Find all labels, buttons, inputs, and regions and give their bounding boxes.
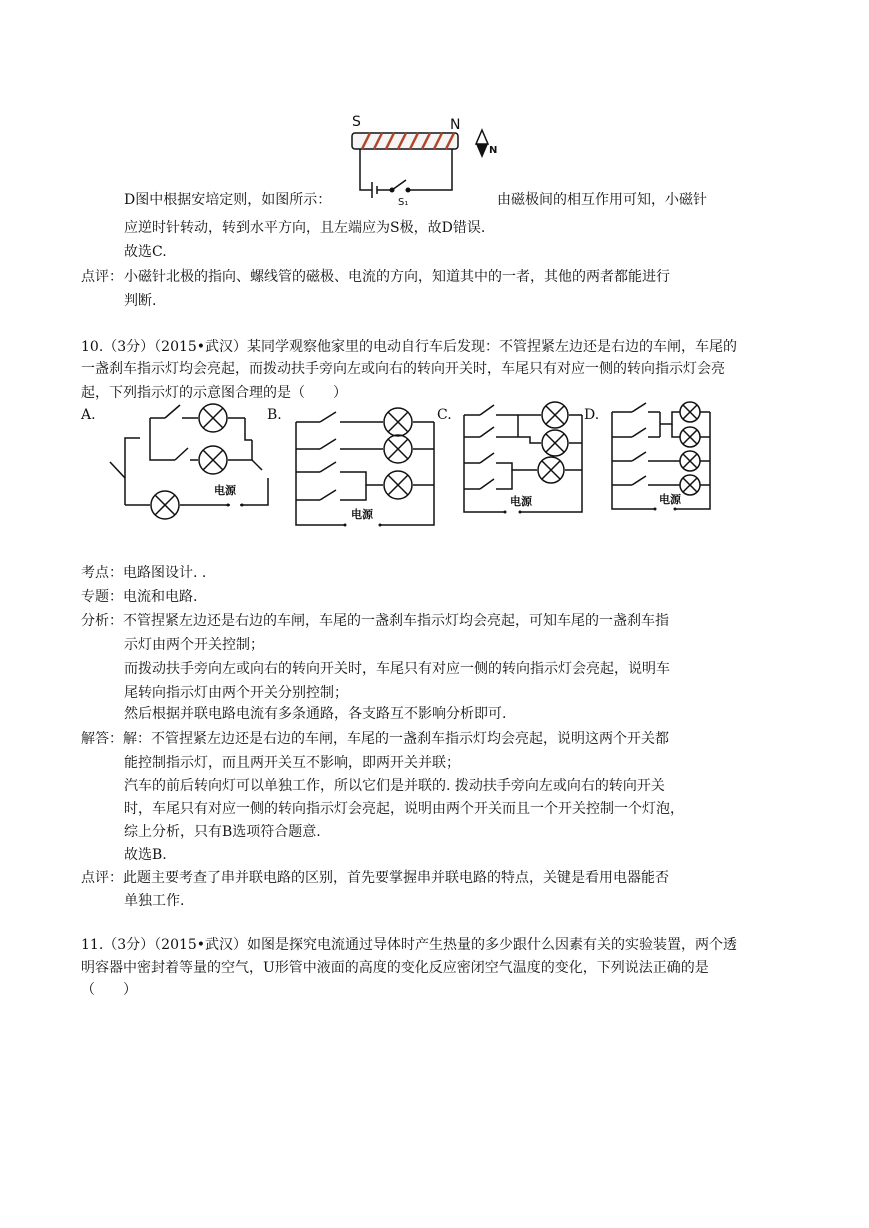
prev-answer: 故选C. bbox=[124, 244, 167, 260]
q10-fenxi-1: 分析：不管捏紧左边还是右边的车闸，车尾的一盏刹车指示灯均会亮起，可知车尾的一盏刹车指 bbox=[81, 613, 669, 629]
q10-dianping-2: 单独工作. bbox=[124, 893, 185, 909]
q10-jieda-3: 汽车的前后转向灯可以单独工作，所以它们是并联的. 拨动扶手旁向左或向右的转向开关 bbox=[124, 778, 665, 794]
pole-n-label: N bbox=[450, 117, 461, 133]
q10-dianping-1: 点评：此题主要考查了串并联电路的区别，首先要掌握串并联电路的特点，关键是看用电器能否 bbox=[81, 870, 669, 886]
q10-jieda-4: 时，车尾只有对应一侧的转向指示灯会亮起，说明由两个开关而且一个开关控制一个灯泡， bbox=[124, 801, 684, 817]
q10-option-a-label: A. bbox=[81, 407, 96, 423]
q10-stem-2: 一盏刹车指示灯均会亮起，而拨动扶手旁向左或向右的转向开关时，车尾只有对应一侧的转向指示灯会亮 bbox=[81, 361, 725, 377]
q10-jieda-2: 能控制指示灯，而且两开关互不影响，即两开关并联； bbox=[124, 755, 460, 771]
prev-comment-1: 小磁针北极的指向、螺线管的磁极、电流的方向，知道其中的一者，其他的两者都能进行 bbox=[124, 269, 670, 285]
prev-comment-label: 点评： bbox=[81, 269, 123, 285]
needle-n-label: N bbox=[489, 145, 498, 156]
power-source-label: 电源 bbox=[351, 508, 373, 521]
q10-stem-3: 起，下列指示灯的示意图合理的是（ ） bbox=[81, 385, 347, 401]
lamp-icon bbox=[680, 451, 700, 471]
power-source-label: 电源 bbox=[510, 495, 532, 508]
q10-option-c-label: C. bbox=[437, 407, 452, 423]
q10-fenxi-4: 尾转向指示灯由两个开关分别控制； bbox=[124, 685, 348, 701]
q10-kaodian: 考点：电路图设计. . bbox=[81, 565, 207, 581]
lamp-icon bbox=[680, 402, 700, 422]
q11-stem-3: （ ） bbox=[81, 982, 137, 998]
q11-stem-2: 明容器中密封着等量的空气，U形管中液面的高度的变化反应密闭空气温度的变化，下列说法正确的是 bbox=[81, 960, 709, 976]
q10-option-b-label: B. bbox=[267, 407, 282, 423]
d-analysis-line1b: 由磁极间的相互作用可知，小磁针 bbox=[497, 192, 707, 208]
q11-stem-1: 11.（3分）（2015•武汉）如图是探究电流通过导体时产生热量的多少跟什么因素有关的实验装置，两个透 bbox=[81, 937, 738, 953]
prev-comment-2: 判断. bbox=[124, 293, 157, 309]
q10-jieda-5: 综上分析，只有B选项符合题意. bbox=[124, 824, 321, 840]
lamp-icon bbox=[680, 475, 700, 495]
d-analysis-line1a: D图中根据安培定则，如图所示： bbox=[124, 192, 332, 208]
pole-s-label: S bbox=[352, 114, 361, 130]
q10-fenxi-3: 而拨动扶手旁向左或向右的转向开关时，车尾只有对应一侧的转向指示灯会亮起，说明车 bbox=[124, 661, 670, 677]
q10-option-d-label: D. bbox=[584, 407, 600, 423]
d-analysis-line2: 应逆时针转动，转到水平方向，且左端应为S极，故D错误. bbox=[124, 220, 486, 236]
q10-jieda-1: 解答：解：不管捏紧左边还是右边的车闸，车尾的一盏刹车指示灯均会亮起，说明这两个开关都 bbox=[81, 731, 669, 747]
switch-label: S₁ bbox=[398, 197, 409, 208]
lamp-icon bbox=[680, 427, 700, 447]
q10-fenxi-5: 然后根据并联电路电流有多条通路，各支路互不影响分析即可. bbox=[124, 706, 507, 722]
q10-zhuanti: 专题：电流和电路. bbox=[81, 589, 198, 605]
q10-fenxi-2: 示灯由两个开关控制； bbox=[124, 637, 264, 653]
power-source-label: 电源 bbox=[214, 484, 236, 497]
q10-stem-1: 10.（3分）（2015•武汉）某同学观察他家里的电动自行车后发现：不管捏紧左边还是右边的车闸，车尾的 bbox=[81, 339, 738, 355]
power-source-label: 电源 bbox=[659, 493, 681, 506]
circuit-d bbox=[0, 0, 869, 560]
q10-answer: 故选B. bbox=[124, 847, 167, 863]
